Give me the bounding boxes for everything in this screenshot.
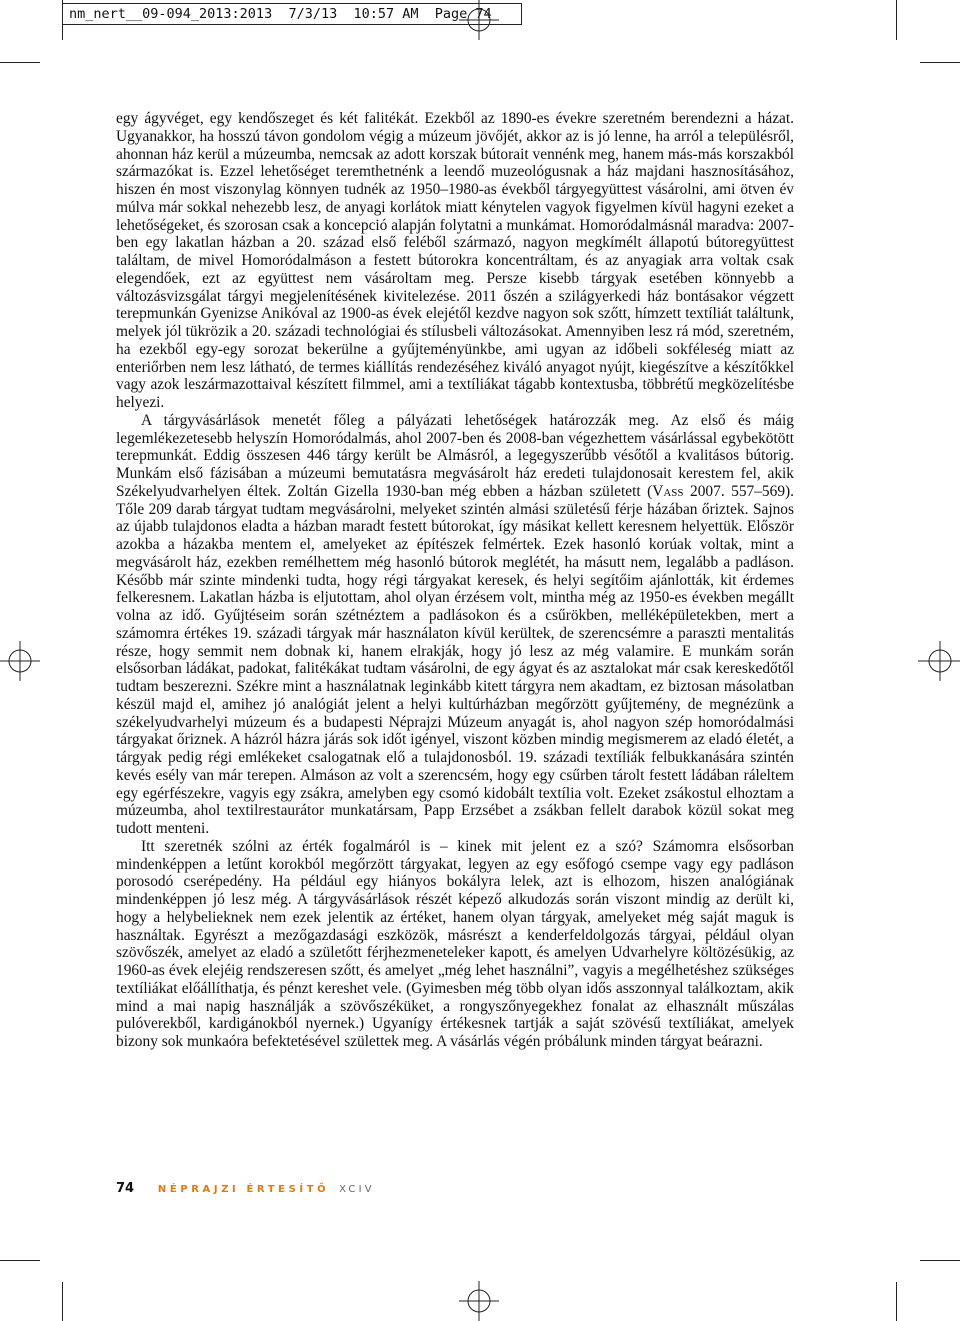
registration-mark-bottom bbox=[459, 1281, 499, 1321]
paragraph-2 bbox=[116, 412, 794, 838]
crop-mark-bottom-left-v bbox=[62, 1282, 63, 1321]
page-number: 74 bbox=[116, 1181, 135, 1196]
registration-mark-top bbox=[459, 0, 499, 40]
crop-mark-top-right-v bbox=[896, 0, 897, 40]
citation-author: Vass bbox=[652, 482, 684, 500]
paragraph-2-part-a: A tárgyvásárlások menetét főleg a pályázati lehetőségek határozzák meg. Az első és máig legemlékezetesebb helyszín Homoródalmás, ahol 2007-ben és 2008-ban végezhettem vásárlással egybekötött terepmunkát. Eddig összesen 446 tárgy került be Almásról, a legegyszerűbb vésőtől a kvalitásos bútorig. Munkám első fázisában a múzeumi bemutatásra megvásárolt ház eredeti tulajdonosait kerestem fel, akik Székelyudvarhelyen éltek. Zoltán Gizella 1930-ban még ebben a házban született ( bbox=[116, 411, 794, 500]
journal-volume: XCIV bbox=[339, 1184, 375, 1195]
print-slug: nm_nert__09-094_2013:2013 7/3/13 10:57 AM Page 74 bbox=[62, 3, 522, 25]
crop-mark-bottom-left bbox=[0, 1260, 40, 1261]
crop-mark-top-left bbox=[0, 62, 40, 63]
crop-mark-bottom-right-v bbox=[896, 1282, 897, 1321]
crop-mark-bottom-right bbox=[920, 1260, 960, 1261]
crop-mark-top-right bbox=[920, 62, 960, 63]
journal-title: NÉPRAJZI ÉRTESÍTŐ bbox=[157, 1184, 330, 1195]
registration-mark-left bbox=[0, 641, 40, 681]
page-footer bbox=[116, 1179, 375, 1199]
paragraph-3: Itt szeretnék szólni az érték fogalmáról is – kinek mit jelent ez a szó? Számomra elsősorban mindenképpen a letűnt korokból megőrzött tárgyakat, legyen az egy esőfogó csempe vagy egy padláson porosodó cserépedény. Ha például egy hiányos bokályra lelek, azt is elhozom, hiszen analógiának mindenképpen jó lesz még. A tárgyvásárlások részét képező alkudozás során viszont mindig az derült ki, hogy a helybelieknek nem ezek jelentik az értéket, hanem olyan tárgyak, amelyeket még saját maguk is használtak. Egyrészt a mezőgazdasági eszközök, másrészt a kenderfeldolgozás tárgyai, például olyan szövőszék, amelyet az eladó a születőtt férjhezmeneteleker kapott, és amelyen Udvarhelyre költözésükig, az 1960-as évek elejéig rendszeresen szőtt, és amelyet „még lehet használni”, vagyis a megélhetéshez szükséges textíliákat előállíthatja, és pénzt kereshet vele. (Gyimesben még több olyan idős asszonnyal találkoztam, akik mind a mai napig használják a szövőszéküket, a rongyszőnyegekhez fonalat az elhasznált műszálas pulóverekből, kardigánokból nyernek.) Ugyanígy értékesnek tartják a saját szövésű textíliákat, amelyek bizony sok munkaóra befektetésével születtek meg. A vásárlás végén próbálunk minden tárgyat beárazni. bbox=[116, 837, 794, 1050]
paragraph-1: egy ágyvéget, egy kendőszeget és két falitékát. Ezekből az 1890-es évekre szeretném berendezni a házat. Ugyanakkor, ha hosszú távon gondolom végig a múzeum jövőjét, akkor az is jó lenne, ha arról a településről, ahonnan ház kerül a múzeumba, nemcsak az adott korszak bútorait vennénk meg, hanem más-más korszakból származókat is. Ezzel lehetőséget teremthetnénk a leendő muzeológusnak a ház majdani hasznosításához, hiszen én most viszonylag könnyen tudnék az 1950–1980-as évekből tárgyegyüttest vásárolni, ami ötven év múlva már sokkal nehezebb lesz, de anyagi korlátok miatt kénytelen vagyok figyelmen kívül hagyni ezeket a lehetőségeket, és szorosan csak a koncepció alapján folytatni a munkámat. Homoródalmásnál maradva: 2007-ben egy lakatlan házban a 20. század első feléből származó, nagyon megkímélt állapotú bútoregyüttest találtam, de mivel Homoródalmáson a festett bútorokra koncentráltam, és az anyagiak arra voltak csak elegendőek, ezt az együttest nem vásároltam meg. Persze kisebb tárgyak esetében könnyebb a változásvizsgálat tárgyi megjelenítésének kivitelezése. 2011 őszén a szilágyerkedi ház bontásakor végzett terepmunkán Gyenizse Anikóval az 1900-as évek elejétől kezdve nagyon sok szőtt, hímzett textíliát találtunk, melyek jól tükrözik a 20. századi technológiai és stílusbeli változásokat. Amennyiben lesz rá mód, szeretném, ha ezekből egy-egy sorozat bekerülne a gyűjteményünkbe, ami ugyan az időbeli sokféleség miatt az enteriőrben nem lesz látható, de termes kiállítás rendezéséhez kiváló anyagot nyújt, kiegészítve a készítőkkel vagy azok leszármazottaival készített filmmel, ami a textíliákat tágabb kontextusba, többrétű megközelítésbe helyezi. bbox=[116, 110, 794, 411]
body-text bbox=[116, 110, 794, 1051]
paragraph-2-part-b: 2007. 557–569). Tőle 209 darab tárgyat tudtam megvásárolni, melyeket szintén almási születésű férje házában őriztek. Sajnos az újabb tulajdonos eladta a házban maradt festett bútorokat, így másikat kellett keresnem helyettük. Először azokba a házakba mentem el, amelyeket az építészek felmértek. Ezek hasonló korúak voltak, mint a megvásárolt ház, ezekben remélhettem még hasonló bútorok meglétét, ha másutt nem, legalább a padláson. Később már szinte mindenki tudta, hogy régi tárgyakat keresek, és helyi segítőim ajánlották, kit érdemes felkeresnem. Lakatlan házba is eljutottam, ahol olyan érzésem volt, mintha még az 1950-es években megállt volna az idő. Gyűjtéseim során szétnéztem a padlásokon és a csűrökben, melléképületekben, mert a számomra értékes 19. századi tárgyak már használaton kívül kerültek, de szerencsémre a paraszti mentalitás része, hogy semmit nem dobnak ki, hanem elrakják, hogy jó lesz az még valamire. E munkám során elsősorban ládákat, padokat, falitékákat tudtam vásárolni, de egy ágyat és az asztalokat már csak kereskedőtől tudtam beszerezni. Székre mint a használatnak leginkább kitett tárgyra nem akadtam, ez biztosan másolatban készül majd el, amihez jó analógiát jelent a helyi kultúrházban megőrzött gyűjtemény, de megnézünk a székelyudvarhelyi múzeum és a budapesti Néprajzi Múzeum anyagát is, ahol nagyon szép homoródalmási tárgyakat őriznek. A házról házra járás sok időt igényel, viszont közben mindig megismerem az eladó életét, a tárgyak pedig régi emlékeket csalogatnak elő a tulajdonosból. 19. századi textíliák felbukkanására szintén kevés esély van már terepen. Almáson az volt a szerencsém, hogy egy csűrben tárolt festett ládában ráleltem egy egérfészekre, vagyis egy zsákra, amelyben egy csomó kidobált textília volt. Ezeket zsákostul elhoztam a múzeumba, ahol textilrestaurátor munkatársam, Papp Erzsébet a zsákban fellelt darabok közül sokat meg tudott menteni. bbox=[116, 482, 794, 837]
crop-mark-top-left-v bbox=[62, 0, 63, 40]
registration-mark-right bbox=[918, 641, 960, 681]
